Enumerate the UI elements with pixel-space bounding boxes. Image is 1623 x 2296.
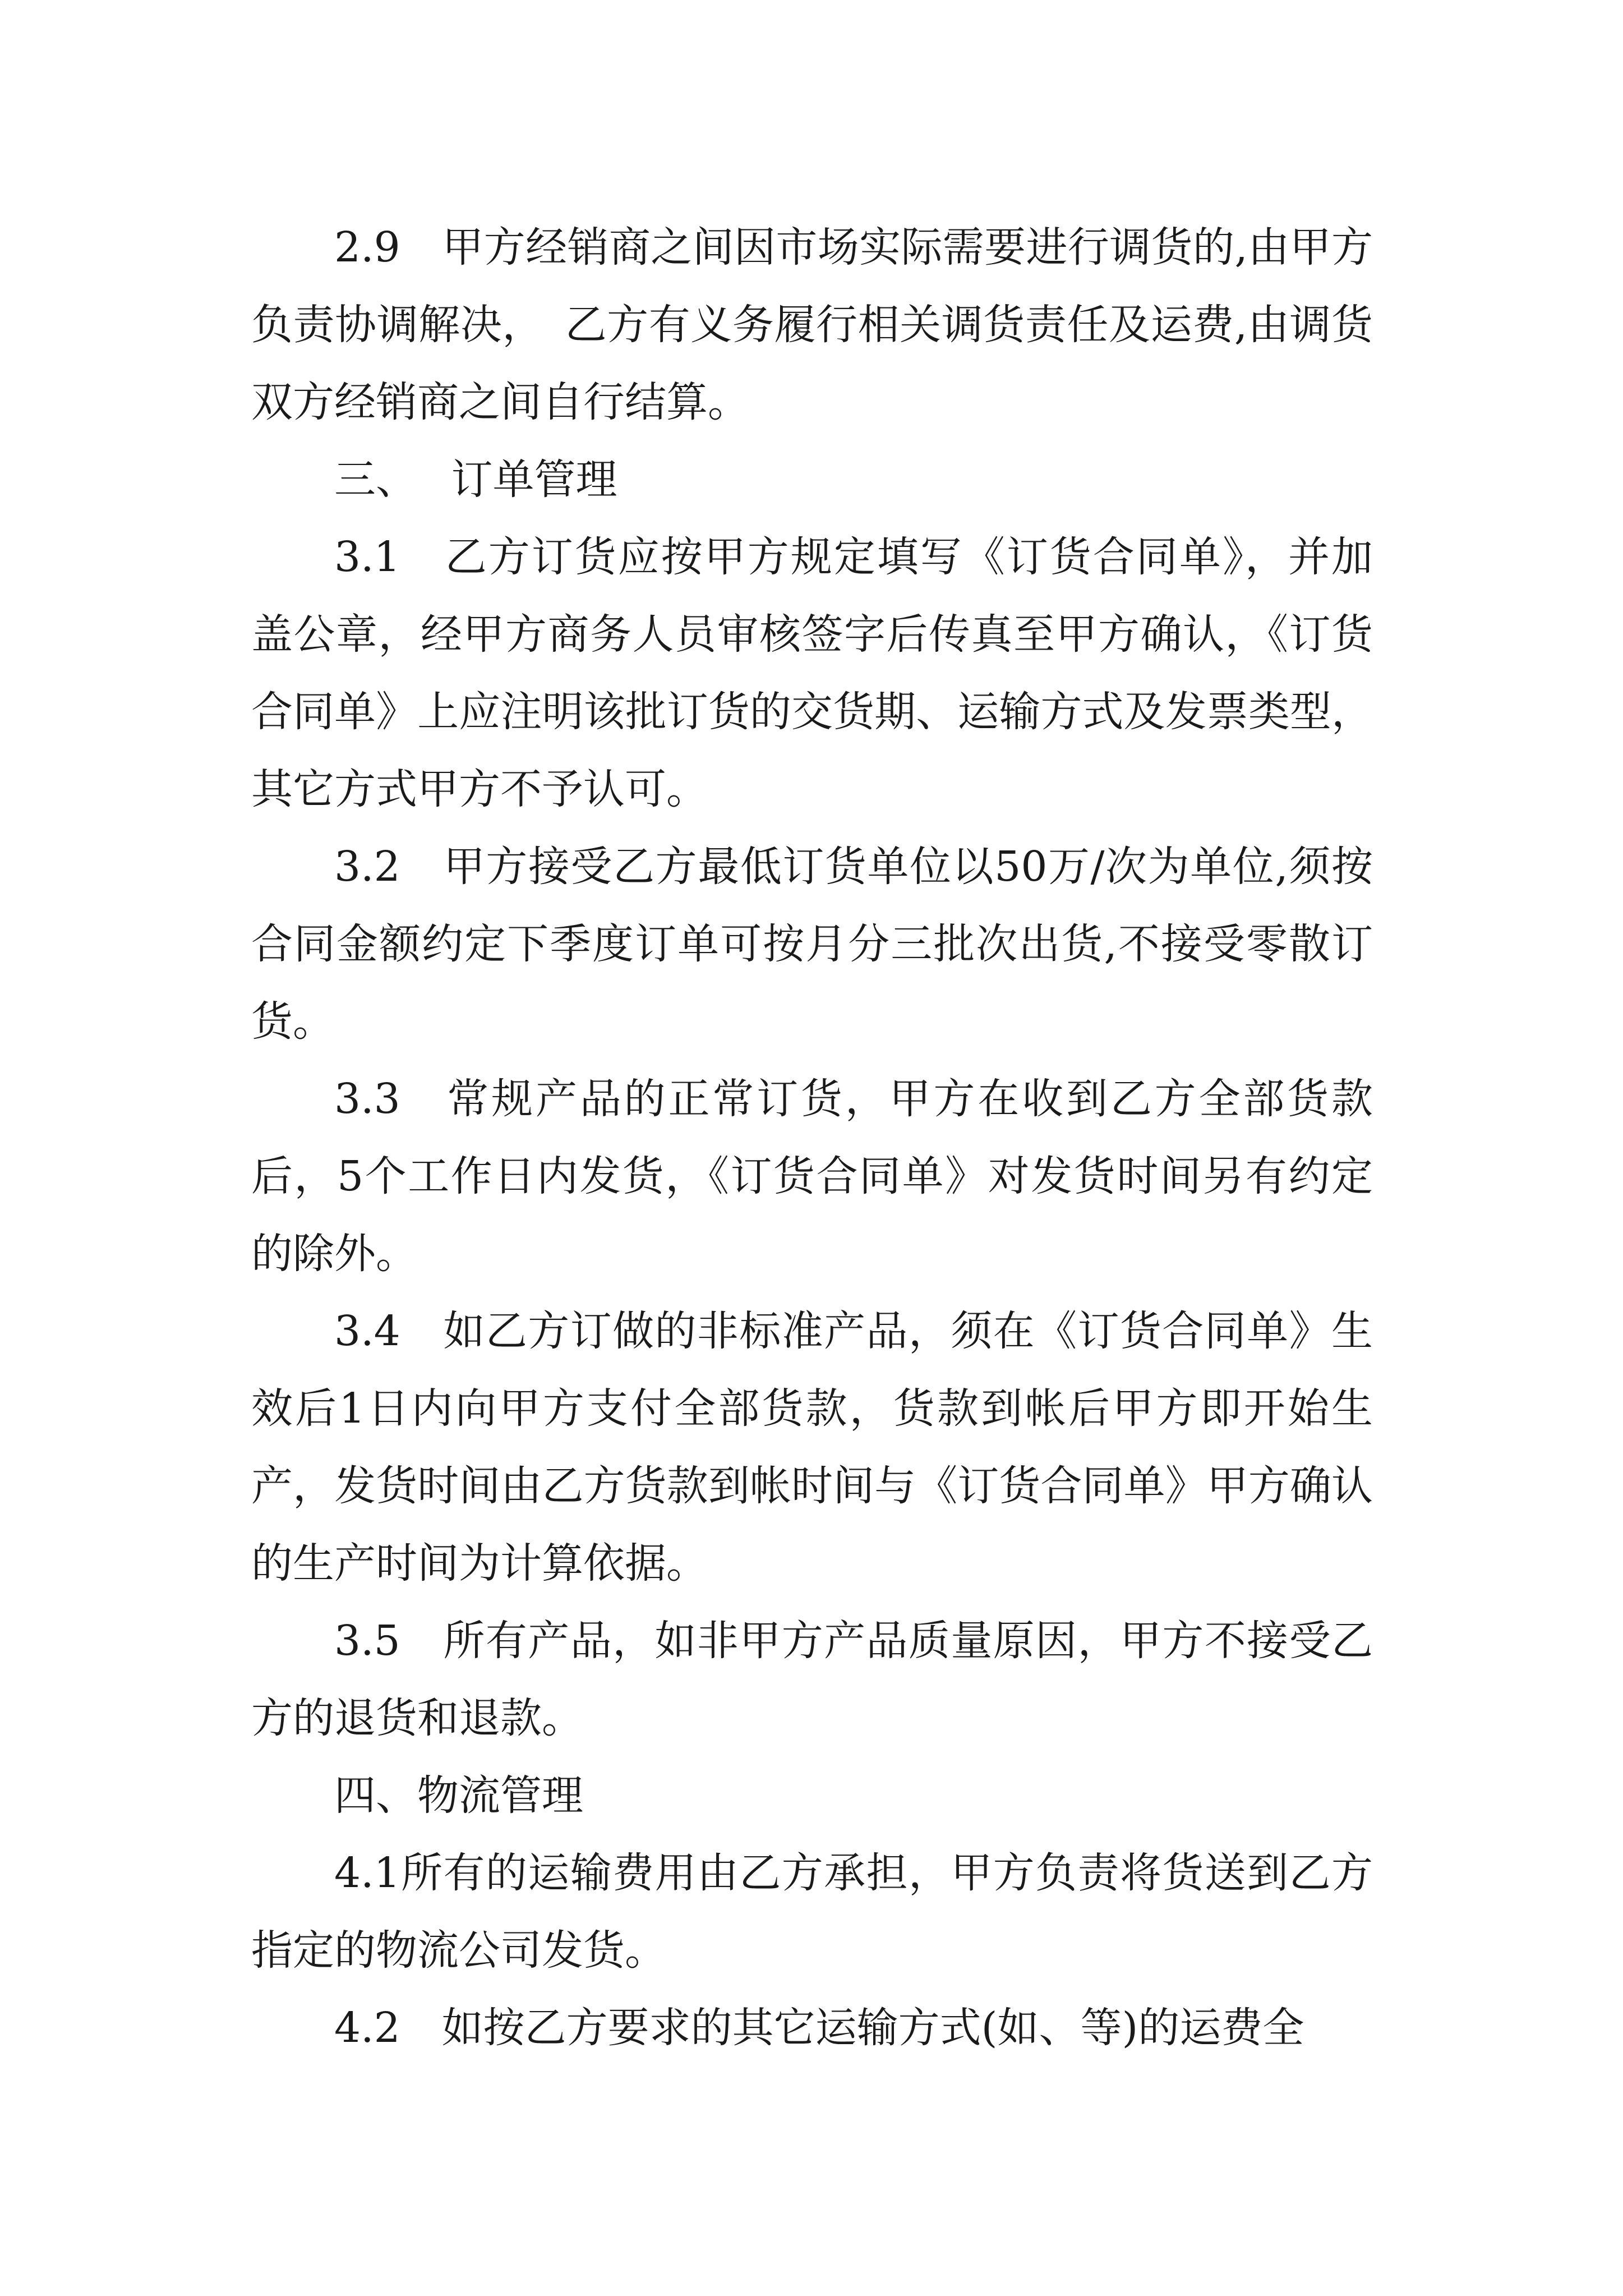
clause-4-2: 4.2 如按乙方要求的其它运输方式(如、等)的运费全 <box>334 2004 1304 2052</box>
document-body <box>251 209 1373 2067</box>
section-heading-logistics-management: 四、物流管理 <box>334 1772 583 1820</box>
clause-4-1: 4.1所有的运输费用由乙方承担，甲方负责将货送到乙方指定的物流公司发货。 <box>251 1849 1373 1975</box>
section-heading-order-management: 三、 订单管理 <box>334 455 617 504</box>
clause-3-1: 3.1 乙方订货应按甲方规定填写《订货合同单》，并加盖公章，经甲方商务人员审核签字后传真至甲方确认，《订货合同单》上应注明该批订货的交货期、运输方式及发票类型，其它方式甲方不予认可。 <box>251 533 1373 813</box>
clause-3-4: 3.4 如乙方订做的非标准产品，须在《订货合同单》生效后1日内向甲方支付全部货款，货款到帐后甲方即开始生产，发货时间由乙方货款到帐时间与《订货合同单》甲方确认的生产时间为计算依据。 <box>251 1307 1373 1588</box>
clause-3-2: 3.2 甲方接受乙方最低订货单位以50万/次为单位,须按合同金额约定下季度订单可按月分三批次出货,不接受零散订货。 <box>251 843 1373 1046</box>
clause-2-9: 2.9 甲方经销商之间因市场实际需要进行调货的,由甲方负责协调解决， 乙方有义务履行相关调货责任及运费,由调货双方经销商之间自行结算。 <box>251 223 1373 426</box>
clause-3-5: 3.5 所有产品，如非甲方产品质量原因，甲方不接受乙方的退货和退款。 <box>251 1617 1373 1742</box>
clause-3-3: 3.3 常规产品的正常订货，甲方在收到乙方全部货款后，5个工作日内发货，《订货合同单》对发货时间另有约定的除外。 <box>251 1075 1373 1278</box>
